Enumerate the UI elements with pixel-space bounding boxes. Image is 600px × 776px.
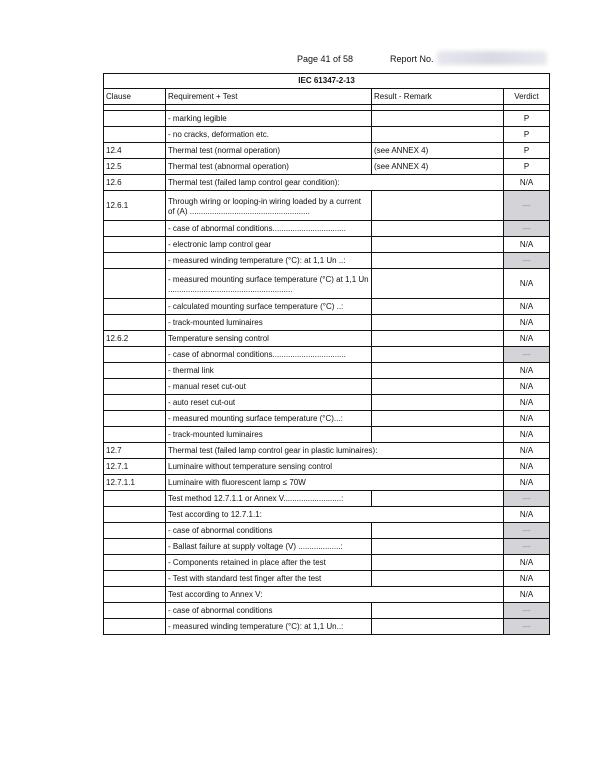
table-row [104,127,550,143]
table-row [104,555,550,571]
requirement-cell: - Test with standard test finger after the test [166,571,372,587]
requirement-cell: - marking legible [166,111,372,127]
table-row [104,603,550,619]
verdict-cell: — [504,603,550,619]
page-number: Page 41 of 58 [297,54,354,64]
verdict-cell: — [504,221,550,237]
table-row [104,269,550,299]
clause-cell [104,411,166,427]
column-header-row [104,89,550,105]
clause-cell [104,523,166,539]
table-row [104,363,550,379]
result-cell [372,411,504,427]
clause-cell: 12.7 [104,443,166,459]
clause-cell [104,603,166,619]
verdict-cell: P [504,143,550,159]
table-row [104,331,550,347]
clause-cell [104,221,166,237]
requirement-cell: - case of abnormal conditions................................. [166,221,372,237]
requirement-cell: Thermal test (failed lamp control gear in plastic luminaires): [166,443,504,459]
verdict-cell: N/A [504,363,550,379]
clause-cell [104,619,166,635]
table-row [104,315,550,331]
clause-cell [104,315,166,331]
result-cell [372,269,504,299]
requirement-cell: - measured winding temperature (°C): at 1,1 Un..: [166,619,372,635]
verdict-cell: N/A [504,175,550,191]
clause-cell [104,587,166,603]
verdict-cell: — [504,347,550,363]
verdict-cell: N/A [504,459,550,475]
requirement-cell: - no cracks, deformation etc. [166,127,372,143]
clause-cell [104,347,166,363]
requirement-cell: - thermal link [166,363,372,379]
verdict-cell: N/A [504,427,550,443]
clause-cell [104,491,166,507]
result-cell [372,331,504,347]
result-cell [372,191,504,221]
table-row [104,175,550,191]
requirement-cell: - measured mounting surface temperature (°C) at 1,1 Un ........................................................ [166,269,372,299]
table-row [104,411,550,427]
result-cell [372,491,504,507]
verdict-cell: N/A [504,475,550,491]
result-cell [372,127,504,143]
verdict-cell: — [504,539,550,555]
verdict-cell: N/A [504,555,550,571]
result-cell [372,315,504,331]
table-row [104,507,550,523]
table-row [104,523,550,539]
clause-cell [104,395,166,411]
requirement-cell: Test according to Annex V: [166,587,504,603]
clause-cell [104,299,166,315]
requirement-cell: - measured winding temperature (°C): at 1,1 Un ..: [166,253,372,269]
verdict-cell: N/A [504,411,550,427]
table-row [104,539,550,555]
requirement-cell: - case of abnormal conditions................................. [166,347,372,363]
clause-cell [104,237,166,253]
report-number-label: Report No. [390,54,434,64]
table-row [104,143,550,159]
clause-cell: 12.5 [104,159,166,175]
clause-cell [104,253,166,269]
clause-cell [104,111,166,127]
clause-cell [104,269,166,299]
requirement-cell: Thermal test (failed lamp control gear condition): [166,175,504,191]
requirement-cell: - manual reset cut-out [166,379,372,395]
requirement-cell: Through wiring or looping-in wiring loaded by a current of (A) ...................................................... [166,191,372,221]
requirement-cell: - electronic lamp control gear [166,237,372,253]
requirement-cell: - track-mounted luminaires [166,315,372,331]
clause-cell: 12.6.2 [104,331,166,347]
table-row [104,443,550,459]
result-cell [372,237,504,253]
clause-cell: 12.7.1 [104,459,166,475]
result-cell [372,299,504,315]
requirement-cell: Luminaire without temperature sensing control [166,459,504,475]
result-cell [372,221,504,237]
clause-cell [104,507,166,523]
standard-title: IEC 61347-2-13 [104,74,550,89]
column-header-requirement: Requirement + Test [166,89,372,105]
verdict-cell: P [504,111,550,127]
requirement-cell: - measured mounting surface temperature (°C)...: [166,411,372,427]
verdict-cell: — [504,253,550,269]
clause-cell: 12.7.1.1 [104,475,166,491]
verdict-cell: N/A [504,587,550,603]
table-row [104,299,550,315]
requirement-cell: Temperature sensing control [166,331,372,347]
requirement-cell: Test according to 12.7.1.1: [166,507,504,523]
redacted-report-number [437,51,547,65]
table-row [104,587,550,603]
result-cell [372,603,504,619]
table-row [104,459,550,475]
table-row [104,347,550,363]
table-row [104,191,550,221]
table-row [104,395,550,411]
clause-cell [104,379,166,395]
column-header-clause: Clause [104,89,166,105]
clause-cell [104,427,166,443]
table-row [104,253,550,269]
requirement-cell: - track-mounted luminaires [166,427,372,443]
result-cell: (see ANNEX 4) [372,143,504,159]
clause-cell [104,539,166,555]
requirement-cell: - auto reset cut-out [166,395,372,411]
result-cell [372,347,504,363]
clause-cell: 12.4 [104,143,166,159]
requirement-cell: Thermal test (normal operation) [166,143,372,159]
result-cell: (see ANNEX 4) [372,159,504,175]
verdict-cell: — [504,191,550,221]
verdict-cell: N/A [504,269,550,299]
result-cell [372,363,504,379]
clause-cell [104,127,166,143]
verdict-cell: N/A [504,331,550,347]
clause-cell [104,571,166,587]
table-row [104,111,550,127]
result-cell [372,619,504,635]
requirement-cell: Test method 12.7.1.1 or Annex V..........................: [166,491,372,507]
result-cell [372,539,504,555]
verdict-cell: — [504,619,550,635]
result-cell [372,253,504,269]
verdict-cell: — [504,523,550,539]
requirement-cell: Luminaire with fluorescent lamp ≤ 70W [166,475,504,491]
table-row [104,379,550,395]
clause-cell: 12.6 [104,175,166,191]
column-header-result: Result - Remark [372,89,504,105]
table-row [104,619,550,635]
verdict-cell: N/A [504,507,550,523]
result-cell [372,111,504,127]
verdict-cell: N/A [504,315,550,331]
verdict-cell: — [504,491,550,507]
verdict-cell: N/A [504,443,550,459]
column-header-verdict: Verdict [504,89,550,105]
requirement-cell: - calculated mounting surface temperature (°C) ..: [166,299,372,315]
verdict-cell: N/A [504,395,550,411]
requirement-cell: - Components retained in place after the test [166,555,372,571]
test-report-table [103,73,550,635]
requirement-cell: - case of abnormal conditions [166,523,372,539]
table-row [104,491,550,507]
result-cell [372,395,504,411]
clause-cell [104,363,166,379]
verdict-cell: N/A [504,571,550,587]
verdict-cell: N/A [504,379,550,395]
result-cell [372,427,504,443]
table-row [104,571,550,587]
standard-title-row [104,74,550,89]
result-cell [372,571,504,587]
result-cell [372,379,504,395]
table-row [104,221,550,237]
verdict-cell: P [504,159,550,175]
verdict-cell: N/A [504,237,550,253]
clause-cell [104,555,166,571]
clause-cell: 12.6.1 [104,191,166,221]
verdict-cell: N/A [504,299,550,315]
requirement-cell: - Ballast failure at supply voltage (V) ...................: [166,539,372,555]
verdict-cell: P [504,127,550,143]
requirement-cell: Thermal test (abnormal operation) [166,159,372,175]
result-cell [372,523,504,539]
requirement-cell: - case of abnormal conditions [166,603,372,619]
table-row [104,475,550,491]
table-row [104,237,550,253]
result-cell [372,555,504,571]
table-row [104,427,550,443]
table-row [104,159,550,175]
